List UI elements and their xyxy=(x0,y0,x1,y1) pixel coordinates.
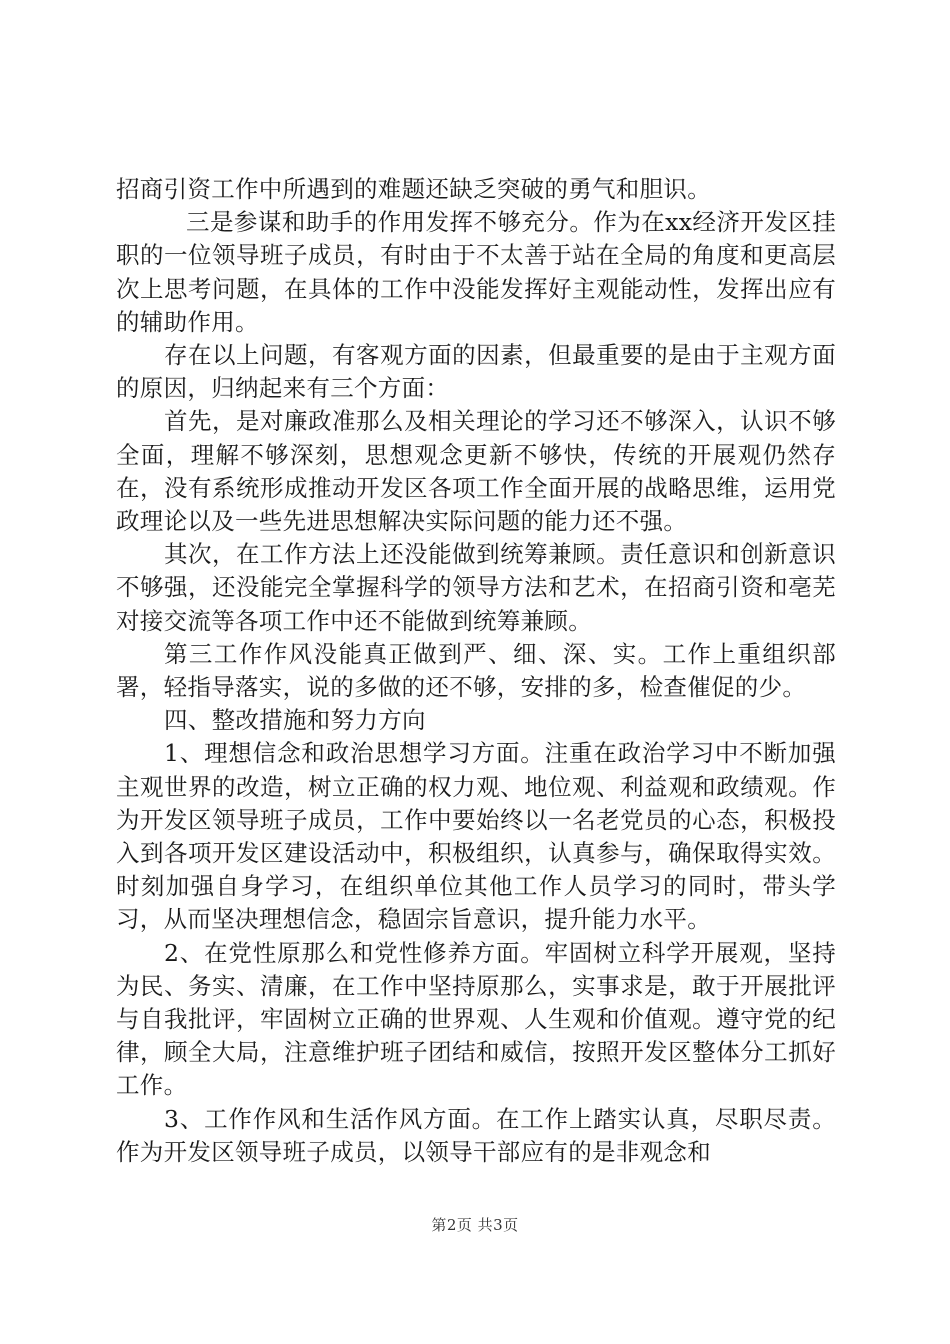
paragraph-causes-intro: 存在以上问题，有客观方面的因素，但最重要的是由于主观方面的原因，归纳起来有三个方面： xyxy=(116,341,836,403)
paragraph-third-cause: 第三工作作风没能真正做到严、细、深、实。工作上重组织部署，轻指导落实，说的多做的还不够，安排的多，检查催促的少。 xyxy=(116,639,836,702)
document-body xyxy=(116,173,836,1169)
paragraph-third-issue: 三是参谋和助手的作用发挥不够充分。作为在xx经济开发区挂职的一位领导班子成员，有时由于不太善于站在全局的角度和更高层次上思考问题，在具体的工作中没能发挥好主观能动性，发挥出应有的辅助作用。 xyxy=(116,208,836,336)
paragraph-continuation: 招商引资工作中所遇到的难题还缺乏突破的勇气和胆识。 xyxy=(116,175,711,203)
paragraph-measure-2: 2、在党性原那么和党性修养方面。牢固树立科学开展观，坚持为民、务实、清廉，在工作中坚持原那么，实事求是，敢于开展批评与自我批评，牢固树立正确的世界观、人生观和价值观。遵守党的纪律，顾全大局，注意维护班子团结和威信，按照开发区整体分工抓好工作。 xyxy=(116,938,836,1100)
paragraph-second-cause: 其次，在工作方法上还没能做到统筹兼顾。责任意识和创新意识不够强，还没能完全掌握科学的领导方法和艺术，在招商引资和亳芜对接交流等各项工作中还不能做到统筹兼顾。 xyxy=(116,540,836,635)
section-heading-rectification: 四、整改措施和努力方向 xyxy=(164,706,426,735)
page-number-footer: 第2页 共3页 xyxy=(431,1216,519,1234)
paragraph-measure-3: 3、工作作风和生活作风方面。在工作上踏实认真，尽职尽责。作为开发区领导班子成员，以领导干部应有的是非观念和 xyxy=(116,1104,836,1166)
paragraph-measure-1: 1、理想信念和政治思想学习方面。注重在政治学习中不断加强主观世界的改造，树立正确的权力观、地位观、利益观和政绩观。作为开发区领导班子成员，工作中要始终以一名老党员的心态，积极投入到各项开发区建设活动中，积极组织，认真参与，确保取得实效。时刻加强自身学习，在组织单位其他工作人员学习的同时，带头学习，从而坚决理想信念，稳固宗旨意识，提升能力水平。 xyxy=(116,739,836,934)
paragraph-first-cause: 首先，是对廉政准那么及相关理论的学习还不够深入，认识不够全面，理解不够深刻，思想观念更新不够快，传统的开展观仍然存在，没有系统形成推动开发区各项工作全面开展的战略思维，运用党政理论以及一些先进思想解决实际问题的能力还不强。 xyxy=(116,407,836,536)
